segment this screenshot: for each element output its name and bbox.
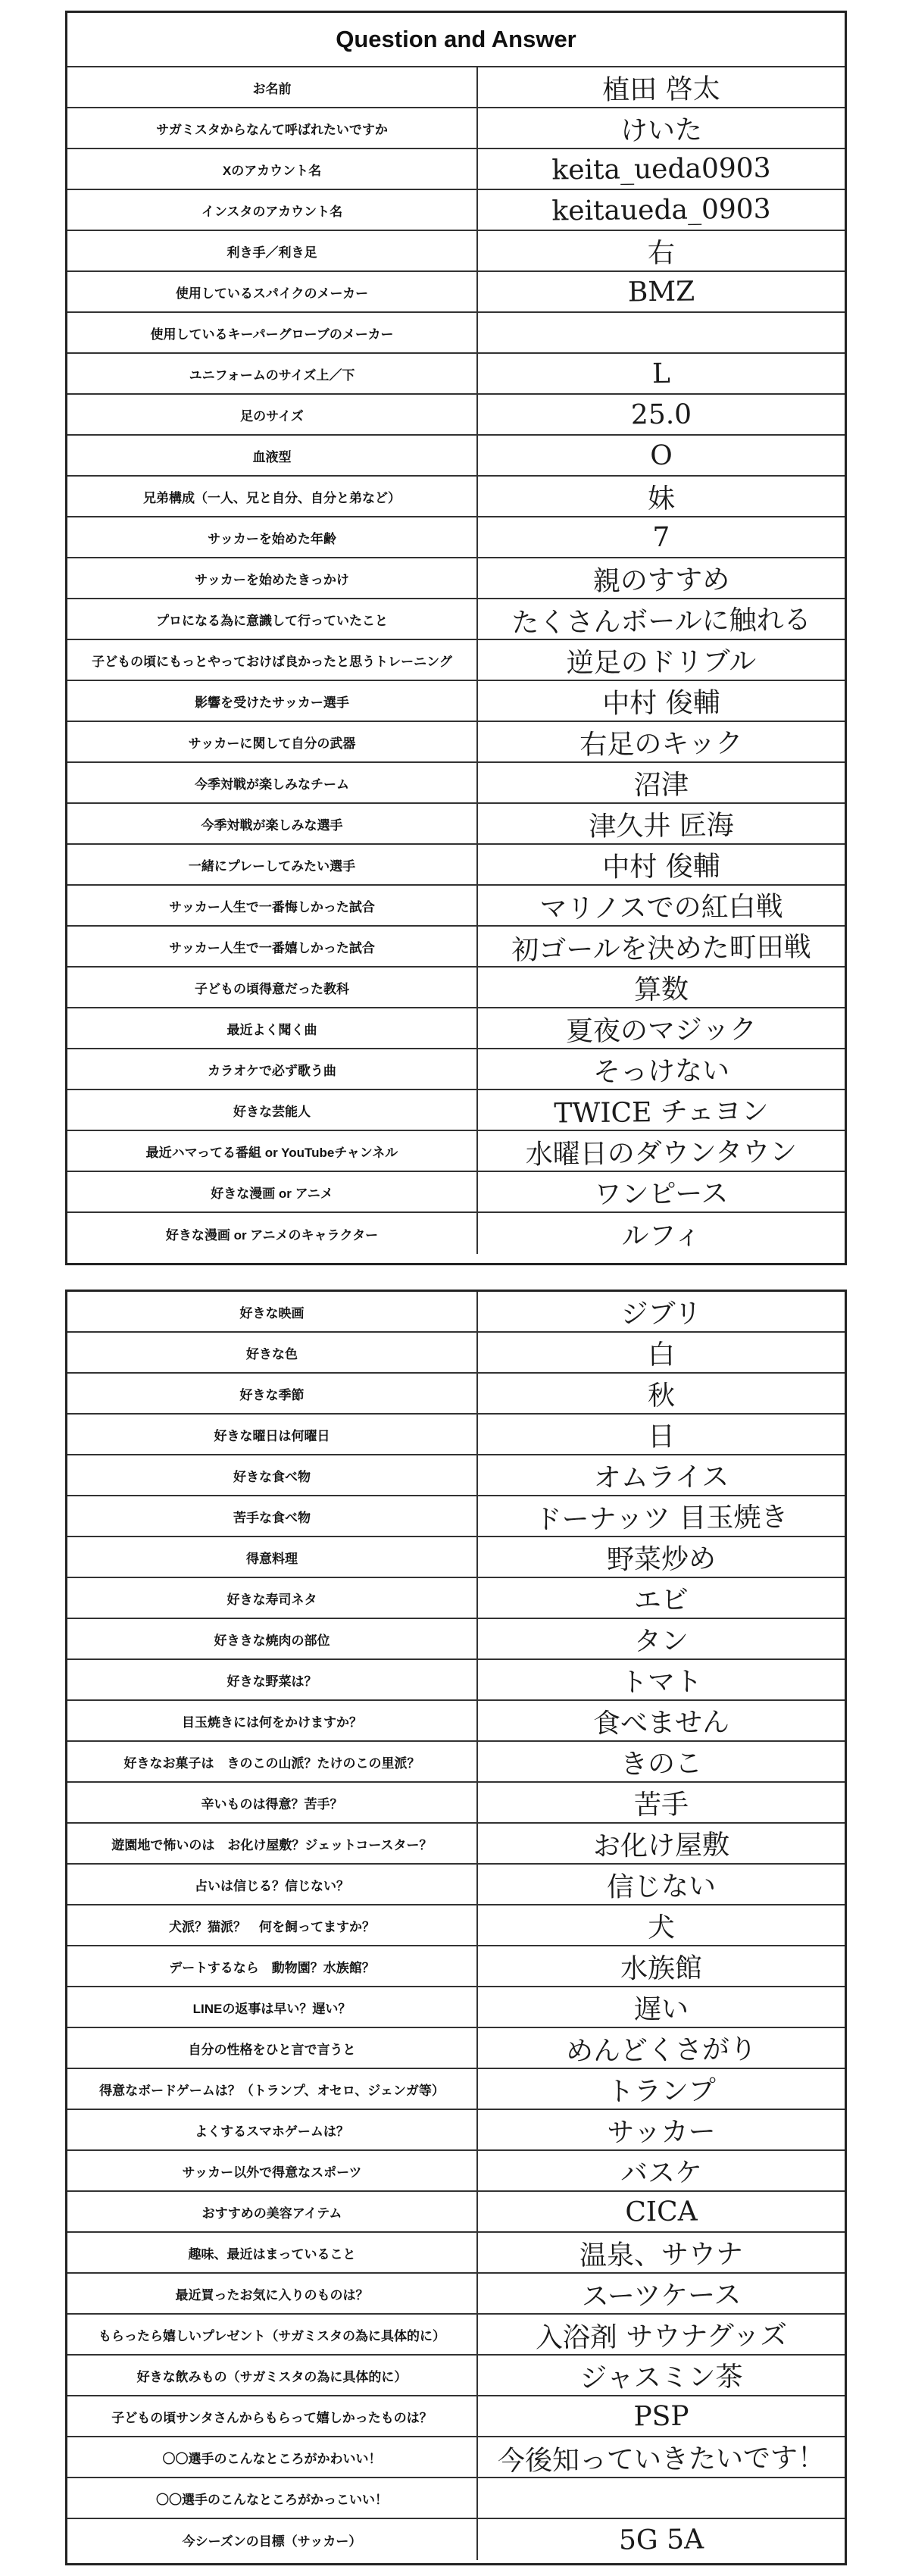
answer-cell: 右足のキック <box>579 727 743 761</box>
question-cell: サッカーを始めたきっかけ <box>67 558 478 598</box>
sheet-title: Question and Answer <box>67 13 845 67</box>
answer-cell: そっけない <box>592 1055 730 1088</box>
qa-row <box>67 231 845 272</box>
qa-row <box>67 2274 845 2315</box>
question-cell: 自分の性格をひと言で言うと <box>67 2028 478 2068</box>
answer-cell: L <box>651 358 671 389</box>
answer-cell: 今後知っていきたいです！ <box>497 2442 826 2477</box>
answer-cell: トランプ <box>606 2074 717 2108</box>
question-cell: LINEの返事は早い？遅い？ <box>67 1987 478 2027</box>
qa-row <box>67 722 845 763</box>
answer-cell: エビ <box>633 1584 689 1616</box>
qa-row <box>67 2396 845 2437</box>
question-cell: 血液型 <box>67 436 478 475</box>
answer-cell: 水曜日のダウンタウン <box>525 1136 798 1171</box>
answer-cell: ジャスミン茶 <box>579 2361 743 2394</box>
answer-cell: めんどくさがり <box>565 2034 758 2067</box>
question-cell: サッカー人生で一番嬉しかった試合 <box>67 927 478 966</box>
answer-cell: 妹 <box>647 483 676 514</box>
answer-cell: 信じない <box>606 1870 717 1903</box>
question-cell: 辛いものは得意？苦手？ <box>67 1783 478 1822</box>
answer-cell: 秋 <box>647 1380 676 1411</box>
answer-cell: BMZ <box>627 276 695 308</box>
question-cell: 好きな野菜は？ <box>67 1660 478 1699</box>
question-cell: サッカー以外で得意なスポーツ <box>67 2151 478 2190</box>
answer-cell: 白 <box>647 1339 676 1371</box>
question-cell: お名前 <box>67 67 478 107</box>
qa-row <box>67 2233 845 2274</box>
qa-row <box>67 1213 845 1254</box>
qa-row <box>67 67 845 108</box>
question-cell: 好きな映画 <box>67 1292 478 1331</box>
answer-cell: 遅い <box>633 1993 689 2025</box>
answer-cell: 逆足のドリブル <box>566 646 757 679</box>
answer-cell: 水族館 <box>620 1952 703 1985</box>
question-cell: サッカー人生で一番悔しかった試合 <box>67 886 478 925</box>
answer-cell <box>478 311 845 354</box>
question-cell: カラオケで必ず歌う曲 <box>67 1049 478 1089</box>
question-cell: 最近よく聞く曲 <box>67 1008 478 1048</box>
question-cell: 子どもの頃得意だった教科 <box>67 968 478 1007</box>
question-cell: 好きな食べ物 <box>67 1455 478 1495</box>
qa-row <box>67 845 845 886</box>
answer-cell: タン <box>633 1625 689 1657</box>
answer-cell: けいた <box>620 114 703 147</box>
answer-cell: バスケ <box>620 2156 703 2190</box>
question-cell: サガミスタからなんて呼ばれたいですか <box>67 108 478 148</box>
answer-cell: CICA <box>625 2196 698 2227</box>
question-cell: 〇〇選手のこんなところがかわいい！ <box>67 2437 478 2477</box>
qa-row <box>67 1660 845 1701</box>
qa-row <box>67 1619 845 1660</box>
question-cell: 好きな色 <box>67 1333 478 1372</box>
qa-row <box>67 2110 845 2151</box>
qa-row <box>67 804 845 845</box>
qa-row <box>67 599 845 640</box>
qa-row <box>67 1008 845 1049</box>
qa-row <box>67 1742 845 1783</box>
question-cell: ユニフォームのサイズ上／下 <box>67 354 478 393</box>
qa-row <box>67 1824 845 1865</box>
qa-row <box>67 2437 845 2478</box>
question-cell: 得意料理 <box>67 1537 478 1577</box>
qa-row <box>67 1537 845 1578</box>
question-cell: 得意なボードゲームは？（トランプ、オセロ、ジェンガ等） <box>67 2069 478 2109</box>
qa-row <box>67 1292 845 1333</box>
question-cell: 子どもの頃サンタさんからもらって嬉しかったものは？ <box>67 2396 478 2436</box>
question-cell: 最近ハマってる番組 or YouTubeチャンネル <box>67 1131 478 1171</box>
answer-cell: 右 <box>647 237 676 269</box>
answer-cell: ドーナッツ 目玉焼き <box>534 1501 789 1536</box>
question-cell: 好ききな焼肉の部位 <box>67 1619 478 1658</box>
qa-row <box>67 313 845 354</box>
answer-cell: 入浴剤 サウナグッズ <box>535 2319 788 2354</box>
qa-row <box>67 2028 845 2069</box>
answer-cell: サッカー <box>607 2115 716 2149</box>
qa-row <box>67 190 845 231</box>
qa-row <box>67 272 845 313</box>
answer-cell: 温泉、サウナ <box>579 2238 744 2271</box>
question-cell: 好きな飲みもの（サガミスタの為に具体的に） <box>67 2356 478 2395</box>
qa-row <box>67 927 845 968</box>
answer-cell: 5G 5A <box>618 2523 704 2556</box>
question-cell: 使用しているスパイクのメーカー <box>67 272 478 311</box>
qa-row <box>67 1415 845 1455</box>
qa-row <box>67 1090 845 1131</box>
answer-cell: keita_ueda0903 <box>551 152 771 186</box>
question-cell: Xのアカウント名 <box>67 149 478 189</box>
qa-row <box>67 1333 845 1374</box>
qa-row <box>67 558 845 599</box>
question-cell: 好きな寿司ネタ <box>67 1578 478 1618</box>
question-cell: 好きなお菓子は きのこの山派？たけのこの里派？ <box>67 1742 478 1781</box>
answer-cell: たくさんボールに触れる <box>511 604 811 639</box>
question-cell: 利き手／利き足 <box>67 231 478 270</box>
qa-row <box>67 640 845 681</box>
question-cell: 〇〇選手のこんなところがかっこいい！ <box>67 2478 478 2518</box>
question-cell: もらったら嬉しいプレゼント（サガミスタの為に具体的に） <box>67 2315 478 2354</box>
answer-cell: 親のすすめ <box>592 564 730 597</box>
answer-cell: オムライス <box>593 1461 729 1494</box>
answer-cell: O <box>650 439 673 471</box>
qa-row <box>67 1865 845 1905</box>
qa-row <box>67 108 845 149</box>
answer-cell: 25.0 <box>630 399 692 430</box>
qa-row <box>67 1701 845 1742</box>
answer-cell: 日 <box>647 1421 676 1452</box>
qa-table-part2 <box>67 1292 845 2560</box>
answer-cell: 中村 俊輔 <box>602 850 720 883</box>
question-cell: 兄弟構成（一人、兄と自分、自分と弟など） <box>67 477 478 516</box>
question-cell: 今シーズンの目標（サッカー） <box>67 2519 478 2560</box>
qa-row <box>67 2069 845 2110</box>
qa-sheet-part1 <box>65 11 847 1265</box>
question-cell: 今季対戦が楽しみな選手 <box>67 804 478 843</box>
question-cell: 苦手な食べ物 <box>67 1496 478 1536</box>
qa-row <box>67 395 845 436</box>
answer-cell: きのこ <box>620 1747 703 1780</box>
qa-row <box>67 763 845 804</box>
qa-row <box>67 681 845 722</box>
qa-row <box>67 968 845 1008</box>
question-cell: プロになる為に意識して行っていたこと <box>67 599 478 639</box>
question-cell: 遊園地で怖いのは お化け屋敷？ジェットコースター？ <box>67 1824 478 1863</box>
qa-row <box>67 2151 845 2192</box>
answer-cell: マリノスでの紅白戦 <box>539 890 783 925</box>
answer-cell <box>478 2476 845 2519</box>
qa-row <box>67 477 845 517</box>
question-cell: 今季対戦が楽しみなチーム <box>67 763 478 802</box>
question-cell: 足のサイズ <box>67 395 478 434</box>
qa-table-part1 <box>67 67 845 1254</box>
qa-row <box>67 149 845 190</box>
question-cell: インスタのアカウント名 <box>67 190 478 230</box>
qa-row <box>67 517 845 558</box>
question-cell: サッカーを始めた年齢 <box>67 517 478 557</box>
qa-row <box>67 1455 845 1496</box>
answer-cell: PSP <box>633 2400 689 2432</box>
question-cell: 最近買ったお気に入りのものは？ <box>67 2274 478 2313</box>
question-cell: 一緒にプレーしてみたい選手 <box>67 845 478 884</box>
qa-row <box>67 2519 845 2560</box>
question-cell: サッカーに関して自分の武器 <box>67 722 478 761</box>
qa-row <box>67 1783 845 1824</box>
question-cell: 使用しているキーパーグローブのメーカー <box>67 313 478 352</box>
qa-sheet-part2 <box>65 1290 847 2565</box>
qa-row <box>67 1578 845 1619</box>
answer-cell: 7 <box>652 521 670 553</box>
question-cell: 犬派？猫派？ 何を飼ってますか？ <box>67 1905 478 1945</box>
answer-cell: 沼津 <box>633 769 689 801</box>
qa-row <box>67 2478 845 2519</box>
qa-row <box>67 2315 845 2356</box>
qa-row <box>67 354 845 395</box>
answer-cell: 中村 俊輔 <box>602 686 720 720</box>
qa-row <box>67 1987 845 2028</box>
qa-row <box>67 436 845 477</box>
question-cell: 影響を受けたサッカー選手 <box>67 681 478 721</box>
question-cell: おすすめの美容アイテム <box>67 2192 478 2231</box>
question-cell: 好きな漫画 or アニメのキャラクター <box>67 1213 478 1254</box>
qa-row <box>67 1905 845 1946</box>
answer-cell: 算数 <box>633 974 689 1005</box>
qa-row <box>67 1049 845 1090</box>
answer-cell: ジブリ <box>620 1297 702 1330</box>
answer-cell: 犬 <box>647 1912 676 1943</box>
answer-cell: TWICE チェヨン <box>554 1096 769 1129</box>
qa-row <box>67 1374 845 1415</box>
qa-row <box>67 886 845 927</box>
answer-cell: ワンピース <box>594 1177 729 1211</box>
answer-cell: keitaueda_0903 <box>551 192 771 227</box>
question-cell: 好きな芸能人 <box>67 1090 478 1130</box>
qa-row <box>67 1172 845 1213</box>
qa-row <box>67 1131 845 1172</box>
answer-cell: お化け屋敷 <box>592 1829 730 1862</box>
answer-cell: スーツケース <box>581 2279 742 2312</box>
answer-cell: トマト <box>620 1665 703 1699</box>
qa-row <box>67 1496 845 1537</box>
qa-row <box>67 2356 845 2396</box>
question-cell: 占いは信じる？信じない？ <box>67 1865 478 1904</box>
question-cell: 趣味、最近はまっていること <box>67 2233 478 2272</box>
question-cell: 好きな漫画 or アニメ <box>67 1172 478 1211</box>
answer-cell: 食べません <box>592 1706 730 1740</box>
answer-cell: 野菜炒め <box>606 1543 717 1576</box>
question-cell: 子どもの頃にもっとやっておけば良かったと思うトレーニング <box>67 640 478 680</box>
answer-cell: 津久井 匠海 <box>589 809 734 843</box>
question-cell: 好きな曜日は何曜日 <box>67 1415 478 1454</box>
answer-cell: 苦手 <box>633 1789 689 1821</box>
question-cell: 目玉焼きには何をかけますか？ <box>67 1701 478 1740</box>
question-cell: 好きな季節 <box>67 1374 478 1413</box>
qa-row <box>67 2192 845 2233</box>
answer-cell: 夏夜のマジック <box>565 1014 758 1047</box>
answer-cell: ルフィ <box>621 1219 701 1252</box>
answer-cell: 初ゴールを決めた町田戦 <box>511 931 811 966</box>
qa-row <box>67 1946 845 1987</box>
question-cell: よくするスマホゲームは？ <box>67 2110 478 2149</box>
answer-cell: 植田 啓太 <box>602 73 720 106</box>
question-cell: デートするなら 動物園？水族館？ <box>67 1946 478 1986</box>
